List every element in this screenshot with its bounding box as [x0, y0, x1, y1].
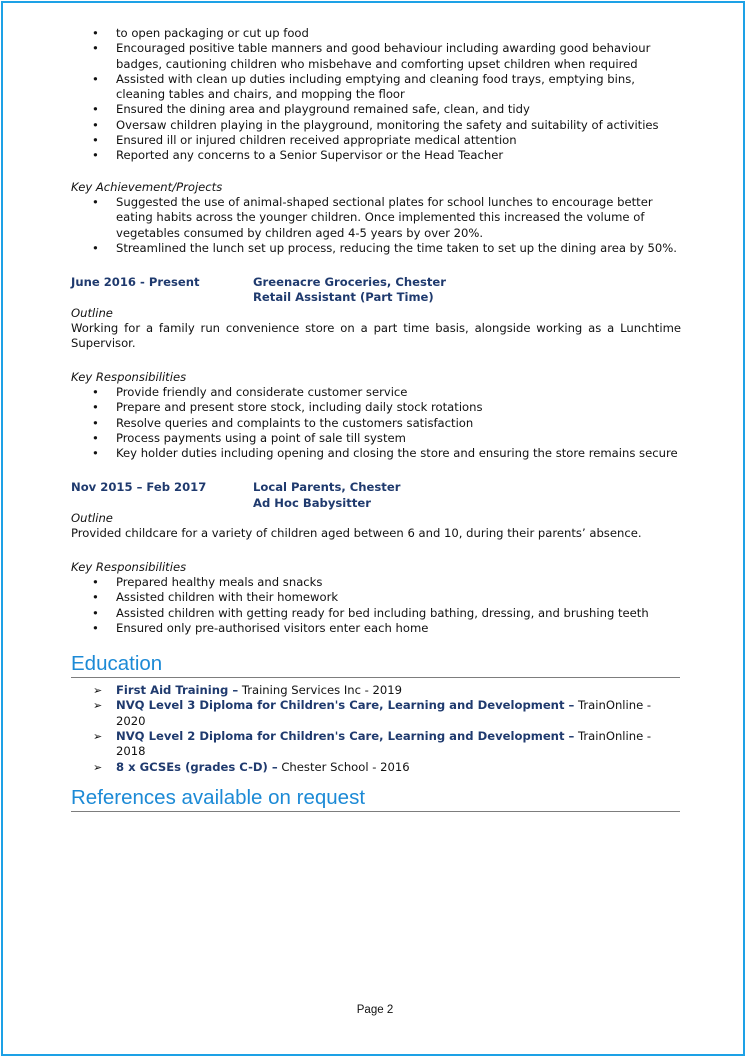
job-employer: Local Parents, Chester — [253, 480, 401, 495]
outline-heading: Outline — [71, 305, 113, 320]
list-item — [71, 148, 681, 163]
list-item-text: to open packaging or cut up food — [116, 26, 309, 40]
list-item-text: Provide friendly and considerate customer service — [116, 384, 408, 399]
responsibilities-heading: Key Responsibilities — [71, 559, 187, 574]
job-responsibilities — [71, 575, 681, 636]
arrow-bullet-icon: ➢ — [93, 684, 103, 698]
list-item — [71, 195, 681, 241]
job-role: Retail Assistant (Part Time) — [253, 290, 434, 305]
page-number: Page 2 — [356, 1004, 394, 1016]
list-item-text: Process payments using a point of sale till system — [116, 430, 406, 445]
list-item-text: Resolve queries and complaints to the customers satisfaction — [116, 415, 474, 430]
list-item-text: Prepare and present store stock, including daily stock rotations — [116, 400, 483, 415]
job-outline: Provided childcare for a variety of children aged between 6 and 10, during their parents’ absence. — [71, 526, 642, 541]
arrow-bullet-icon: ➢ — [93, 760, 103, 774]
prev-job-responsibilities — [71, 26, 681, 164]
list-item-text: Ensured only pre-authorised visitors enter each home — [116, 620, 429, 635]
list-item-text: Assisted children with getting ready for bed including bathing, dressing, and brushing teeth — [116, 605, 649, 620]
job-responsibilities — [71, 385, 681, 461]
education-provider: Chester School - 2016 — [277, 759, 410, 774]
list-item — [71, 133, 681, 148]
list-item — [71, 118, 681, 133]
job-header-retail — [71, 275, 681, 306]
list-item-text: Streamlined the lunch set up process, reducing the time taken to set up the dining area by 50%. — [116, 240, 677, 255]
job-outline: Working for a family run convenience store on a part time basis, alongside working as a Lunchtime Supervisor. — [71, 321, 681, 351]
list-item-text: Assisted with clean up duties including emptying and cleaning food trays, emptying bins, cleaning tables and chairs, and mopping the floor — [116, 71, 635, 102]
list-item — [71, 400, 681, 415]
list-item-text: Ensured the dining area and playground remained safe, clean, and tidy — [116, 102, 530, 117]
list-item — [71, 431, 681, 446]
list-item — [71, 575, 681, 590]
list-item — [71, 590, 681, 605]
education-item — [71, 729, 681, 760]
education-course: NVQ Level 3 Diploma for Children's Care, Learning and Development – — [116, 698, 575, 713]
list-item — [71, 606, 681, 621]
education-provider: TrainOnline - 2018 — [116, 728, 652, 759]
education-provider: Training Services Inc - 2019 — [238, 683, 403, 698]
achievements-heading: Key Achievement/Projects — [71, 179, 223, 194]
list-item-text: Encouraged positive table manners and good behaviour including awarding good behaviour badges, cautioning children who misbehave and comforting upset children when required — [116, 41, 651, 71]
list-item — [71, 72, 681, 103]
education-heading: Education — [71, 652, 680, 678]
education-item — [71, 760, 681, 775]
list-item-text: Ensured ill or injured children received appropriate medical attention — [116, 133, 517, 148]
job-employer: Greenacre Groceries, Chester — [253, 275, 447, 290]
arrow-bullet-icon: ➢ — [93, 699, 103, 713]
job-dates: June 2016 - Present — [71, 275, 200, 290]
education-item — [71, 698, 681, 729]
education-course: 8 x GCSEs (grades C-D) – — [116, 759, 278, 774]
list-item — [71, 102, 681, 117]
list-item — [71, 241, 681, 256]
list-item — [71, 41, 681, 72]
job-role: Ad Hoc Babysitter — [253, 495, 371, 510]
cv-page-content — [71, 26, 681, 812]
achievements-list — [71, 195, 681, 256]
list-item — [71, 416, 681, 431]
education-item — [71, 683, 681, 698]
education-provider: TrainOnline - 2020 — [116, 698, 652, 728]
arrow-bullet-icon: ➢ — [93, 729, 103, 743]
education-course: NVQ Level 2 Diploma for Children's Care, Learning and Development – — [116, 728, 575, 743]
education-course: First Aid Training – — [116, 683, 239, 698]
list-item-text: Oversaw children playing in the playground, monitoring the safety and suitability of activities — [116, 117, 659, 132]
list-item — [71, 621, 681, 636]
references-heading: References available on request — [71, 786, 680, 812]
outline-heading: Outline — [71, 511, 113, 526]
list-item-text: Reported any concerns to a Senior Supervisor or the Head Teacher — [116, 148, 504, 163]
list-item — [71, 446, 681, 461]
responsibilities-heading: Key Responsibilities — [71, 369, 187, 384]
list-item — [71, 385, 681, 400]
list-item-text: Assisted children with their homework — [116, 590, 339, 605]
list-item-text: Prepared healthy meals and snacks — [116, 574, 323, 589]
job-header-babysitter — [71, 480, 681, 511]
list-item-text: Key holder duties including opening and closing the store and ensuring the store remains secure — [116, 446, 678, 461]
job-dates: Nov 2015 – Feb 2017 — [71, 480, 207, 495]
list-item-text: Suggested the use of animal-shaped sectional plates for school lunches to encourage better eating habits across the younger children. Once implemented this increased the volume of vegetables consumed by children aged 4-5 years by over 20%. — [116, 194, 653, 240]
education-list — [71, 683, 681, 775]
list-item — [71, 26, 681, 41]
